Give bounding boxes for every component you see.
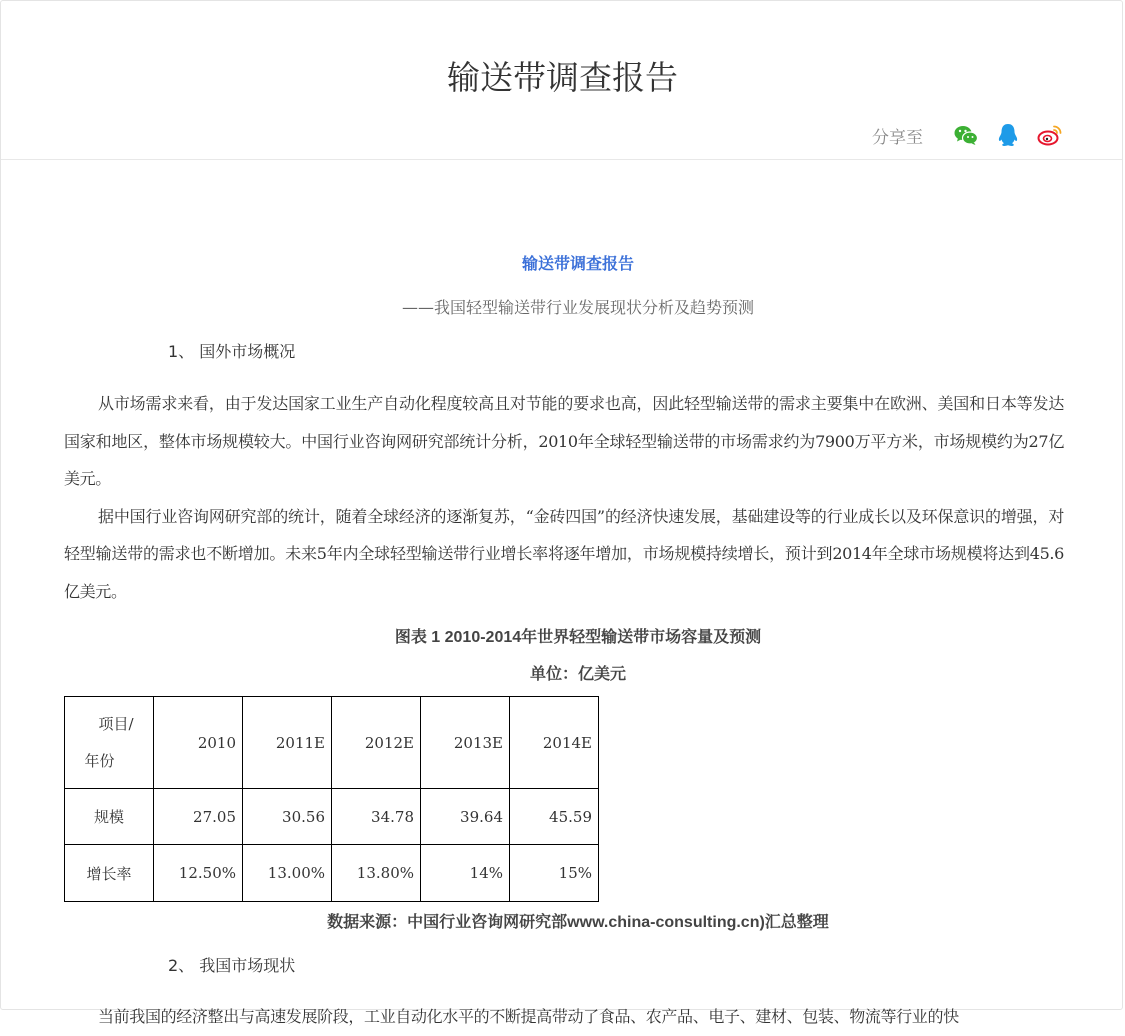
table-row <box>65 789 599 845</box>
section-heading-1: 1、 国外市场概况 <box>168 342 296 361</box>
section-heading-2: 2、 我国市场现状 <box>168 956 296 975</box>
weibo-icon[interactable] <box>1037 122 1063 148</box>
page-title: 输送带调查报告 <box>447 58 678 97</box>
value-cell: 45.59 <box>510 789 599 845</box>
qq-icon[interactable] <box>995 122 1021 148</box>
article-subtitle: ——我国轻型输送带行业发展现状分析及趋势预测 <box>401 298 754 317</box>
value-cell: 13.80% <box>332 845 421 902</box>
value-cell: 14% <box>421 845 510 902</box>
year-cell: 2013E <box>421 697 510 789</box>
source-caption: 数据来源：中国行业咨询网研究部www.china-consulting.cn)汇总整理 <box>327 914 829 931</box>
value-cell: 30.56 <box>243 789 332 845</box>
share-bar <box>872 122 1063 148</box>
row-label: 规模 <box>65 789 154 845</box>
row-label: 增长率 <box>65 845 154 902</box>
paragraph-3: 当前我国的经济整出与高速发展阶段，工业自动化水平的不断提高带动了食品、农产品、电子、建材、包装、物流等行业的快 <box>98 1007 959 1026</box>
article-title: 输送带调查报告 <box>521 254 634 273</box>
paragraph-2: 据中国行业咨询网研究部的统计，随着全球经济的逐渐复苏，“金砖四国”的经济快速发展，基础建设等的行业成长以及环保意识的增强，对轻型输送带的需求也不断增加。未来5年内全球轻型输送带行业增长率将逐年增加，市场规模持续增长，预计到2014年全球市场规模将达到45.6亿美元。 <box>64 506 1064 601</box>
market-size-table <box>64 696 599 902</box>
table-row <box>65 845 599 902</box>
value-cell: 13.00% <box>243 845 332 902</box>
corner-cell <box>65 697 154 789</box>
year-cell: 2011E <box>243 697 332 789</box>
wechat-icon[interactable] <box>953 122 979 148</box>
value-cell: 15% <box>510 845 599 902</box>
value-cell: 34.78 <box>332 789 421 845</box>
value-cell: 27.05 <box>154 789 243 845</box>
year-cell: 2012E <box>332 697 421 789</box>
corner-bottom-label: 年份 <box>84 751 115 770</box>
paragraph-1: 从市场需求来看，由于发达国家工业生产自动化程度较高且对节能的要求也高，因此轻型输送带的需求主要集中在欧洲、美国和日本等发达国家和地区，整体市场规模较大。中国行业咨询网研究部统计分析，2010年全球轻型输送带的市场需求约为7900万平方米，市场规模约为27亿美元。 <box>64 394 1064 488</box>
table-header-row <box>65 697 599 789</box>
value-cell: 12.50% <box>154 845 243 902</box>
value-cell: 39.64 <box>421 789 510 845</box>
year-cell: 2014E <box>510 697 599 789</box>
year-cell: 2010 <box>154 697 243 789</box>
corner-top-label: 项目/ <box>98 714 134 733</box>
header-divider <box>1 159 1122 160</box>
article-body <box>64 250 1064 1036</box>
share-label: 分享至 <box>872 127 923 148</box>
table-caption: 图表 1 2010-2014年世界轻型输送带市场容量及预测 <box>394 629 762 646</box>
unit-caption: 单位：亿美元 <box>529 666 626 683</box>
